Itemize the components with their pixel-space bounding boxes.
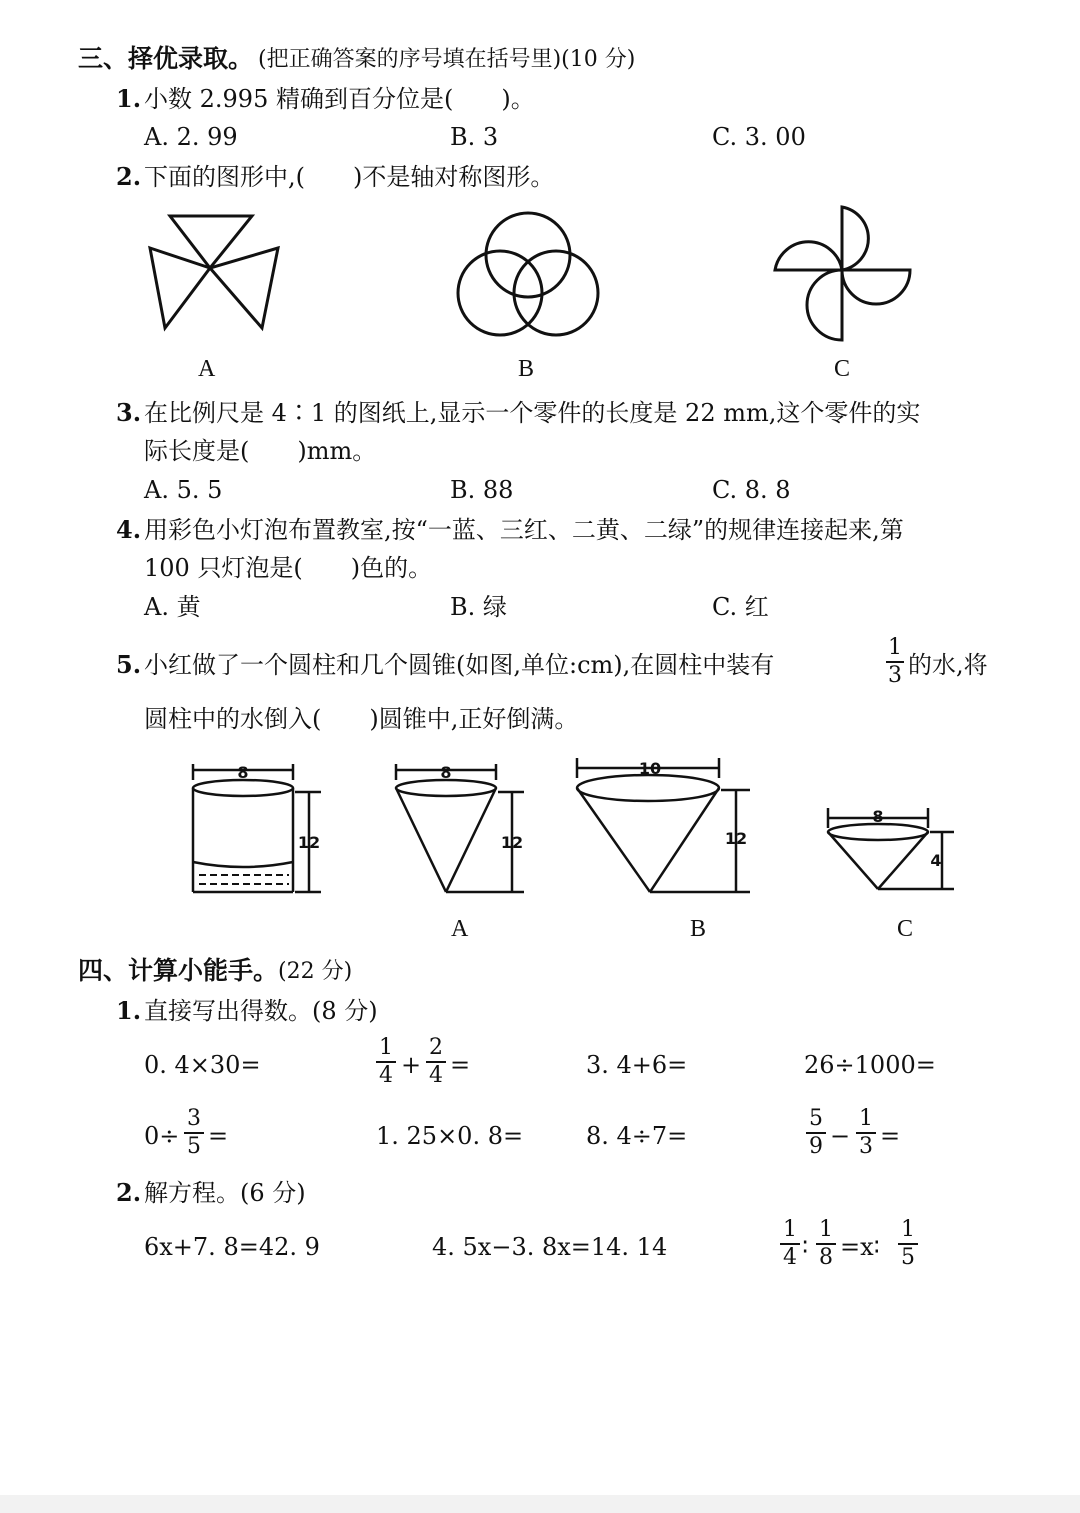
calc-e2-frac2: [426, 1036, 446, 1088]
q4-number: 4.: [116, 515, 142, 544]
equation-1: 6x+7. 8=42. 9: [144, 1233, 320, 1261]
cone-a-height: 12: [500, 833, 524, 852]
eq3-d3: 5: [901, 1245, 915, 1270]
q4-option-b: B. 绿: [450, 593, 507, 621]
cone-c-diameter: 8: [872, 807, 884, 826]
calc-e8-d2: 3: [859, 1134, 873, 1159]
q1-option-b: B. 3: [450, 123, 499, 151]
q2-text: 下面的图形中,( )不是轴对称图形。: [144, 163, 555, 191]
calc-e8-frac1: [806, 1107, 826, 1159]
equation-3-frac3: [898, 1218, 918, 1270]
calc-e1: 0. 4×30=: [144, 1051, 261, 1079]
q3-text-line1: 在比例尺是 4∶1 的图纸上,显示一个零件的长度是 22 mm,这个零件的实: [144, 399, 921, 427]
calc-e5-eq: =: [208, 1122, 229, 1150]
q5-label-b: B: [690, 916, 707, 942]
calc-e8-n2: 1: [859, 1106, 873, 1131]
q1-option-c: C. 3. 00: [712, 123, 806, 151]
equation-2: 4. 5x−3. 8x=14. 14: [432, 1233, 668, 1261]
q3-option-b: B. 88: [450, 476, 514, 504]
q2-label-b: B: [518, 356, 535, 382]
calc-e5-d: 5: [187, 1134, 201, 1159]
section3-title: 三、择优录取。: [78, 44, 254, 73]
equation-3-mid: =x∶: [840, 1233, 880, 1261]
calc-e8-frac2: [856, 1107, 876, 1159]
calc-e5-frac: [184, 1107, 204, 1159]
q3-text-line2: 际长度是( )mm。: [144, 437, 377, 465]
calc-e8-n1: 5: [809, 1106, 823, 1131]
calc-e3: 3. 4+6=: [586, 1051, 688, 1079]
cylinder-figure: [185, 758, 335, 903]
calc-e6: 1. 25×0. 8=: [376, 1122, 524, 1150]
calc-e2-d2: 4: [429, 1063, 443, 1088]
calc-e7: 8. 4÷7=: [586, 1122, 688, 1150]
p1-number: 1.: [116, 996, 142, 1025]
cylinder-diameter: 8: [237, 763, 249, 782]
q5-label-c: C: [897, 916, 914, 942]
q3-option-a: A. 5. 5: [144, 476, 223, 504]
eq3-n2: 1: [819, 1217, 833, 1242]
q3-option-c: C. 8. 8: [712, 476, 791, 504]
calc-e8-eq: =: [880, 1122, 901, 1150]
pinwheel-figure-c: [770, 202, 915, 347]
calc-e4: 26÷1000=: [804, 1051, 936, 1079]
cone-b-diameter: 10: [638, 759, 662, 778]
calc-e2-d1: 4: [379, 1063, 393, 1088]
q5-fraction: [886, 636, 904, 688]
calc-e5-n: 3: [187, 1106, 201, 1131]
equation-3-frac1: [780, 1218, 800, 1270]
p1-text: 直接写出得数。(8 分): [144, 997, 378, 1025]
q2-label-a: A: [198, 356, 216, 382]
q2-number: 2.: [116, 162, 142, 191]
bowtie-figure-a: [140, 208, 290, 338]
q3-number: 3.: [116, 398, 142, 427]
calc-e8-op: −: [830, 1122, 851, 1150]
calc-e5-pre: 0÷: [144, 1122, 180, 1150]
q4-text-line1: 用彩色小灯泡布置教室,按“一蓝、三红、二黄、二绿”的规律连接起来,第: [144, 516, 904, 544]
equation-3-colon: ∶: [802, 1233, 809, 1261]
p2-text: 解方程。(6 分): [144, 1179, 306, 1207]
cone-a-figure: [388, 758, 533, 903]
calc-e8-d1: 9: [809, 1134, 823, 1159]
q4-text-line2: 100 只灯泡是( )色的。: [144, 554, 433, 582]
eq3-d1: 4: [783, 1245, 797, 1270]
q1-text: 小数 2.995 精确到百分位是( )。: [144, 85, 535, 113]
calc-e2-op: +: [401, 1051, 422, 1079]
q2-label-c: C: [834, 356, 851, 382]
calc-e2-n2: 2: [429, 1035, 443, 1060]
q5-text-line1a: 小红做了一个圆柱和几个圆锥(如图,单位:cm),在圆柱中装有: [144, 651, 775, 679]
cone-a-diameter: 8: [440, 763, 452, 782]
section4-note: (22 分): [278, 959, 353, 984]
q5-text-line2: 圆柱中的水倒入( )圆锥中,正好倒满。: [144, 705, 579, 733]
cylinder-height: 12: [297, 833, 321, 852]
q5-fraction-numerator: 1: [888, 635, 902, 660]
q5-text-line1b: 的水,将: [908, 651, 988, 679]
section3-note: (把正确答案的序号填在括号里)(10 分): [258, 47, 636, 72]
q1-option-a: A. 2. 99: [144, 123, 238, 151]
page-bottom-edge: [0, 1495, 1080, 1513]
q5-label-a: A: [451, 916, 469, 942]
q5-fraction-denominator: 3: [888, 663, 902, 688]
q4-option-c: C. 红: [712, 593, 769, 621]
equation-3-frac2: [816, 1218, 836, 1270]
cone-b-height: 12: [724, 829, 748, 848]
section4-title: 四、计算小能手。: [78, 956, 279, 985]
calc-e2-n1: 1: [379, 1035, 393, 1060]
calc-e2-eq: =: [450, 1051, 471, 1079]
p2-number: 2.: [116, 1178, 142, 1207]
calc-e2-frac1: [376, 1036, 396, 1088]
cone-c-figure: [820, 798, 960, 898]
q1-number: 1.: [116, 84, 142, 113]
q5-number: 5.: [116, 650, 142, 679]
eq3-n1: 1: [783, 1217, 797, 1242]
cone-c-height: 4: [930, 851, 942, 870]
q4-option-a: A. 黄: [144, 593, 201, 621]
cone-b-figure: [570, 752, 760, 904]
three-circles-figure-b: [448, 205, 608, 340]
eq3-d2: 8: [819, 1245, 833, 1270]
eq3-n3: 1: [901, 1217, 915, 1242]
